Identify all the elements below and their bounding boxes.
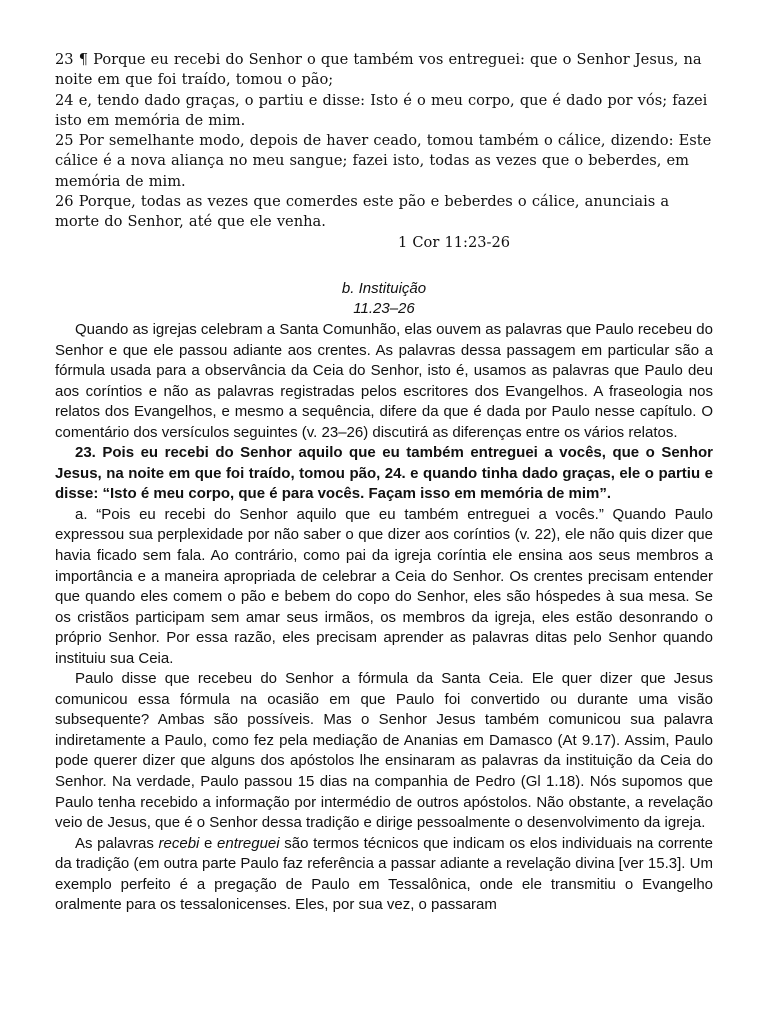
verse-23: 23 ¶ Porque eu recebi do Senhor o que também vos entreguei: que o Senhor Jesus, na noite em que foi traído, tomou o pão; xyxy=(55,51,702,89)
p5-rest: são termos técnicos que indicam os elos individuais na corrente da tradição (em outra parte Paulo faz referência a passar adiante a revelação divina [ver 15.3]. Um exemplo perfeito é a pregação de Paulo em Tessalônica, onde ele transmitiu o Evangelho oralmente para os tessalonicenses. Eles, por sua vez, o passaram xyxy=(55,834,713,914)
scripture-reference: 1 Cor 11:23-26 xyxy=(397,233,511,251)
p5-and: e xyxy=(199,834,218,852)
paragraph-technical-terms xyxy=(55,834,713,916)
term-entreguei: entreguei xyxy=(217,834,280,852)
scripture-quote xyxy=(55,50,713,253)
p5-start: As palavras xyxy=(75,834,159,852)
paragraph-intro: Quando as igrejas celebram a Santa Comunhão, elas ouvem as palavras que Paulo recebeu do Senhor e que ele passou adiante aos crentes. As palavras dessa passagem em particular são a fórmula usada para a observância da Ceia do Senhor, isto é, usamos as palavras que Paulo deu aos coríntios e não as palavras registradas pelos escritores dos Evangelhos. A fraseologia nos relatos dos Evangelhos, e mesmo a sequência, difere da que é dada por Paulo nesse capítulo. O comentário dos versículos seguintes (v. 23–26) discutirá as diferenças entre os vários relatos. xyxy=(55,320,713,441)
section-title: b. Instituição xyxy=(341,279,427,297)
paragraph-commentary-a: a. “Pois eu recebi do Senhor aquilo que eu também entreguei a vocês.” Quando Paulo expressou sua perplexidade por não saber o que dizer aos coríntios (v. 22), ele não quis dizer que havia ficado sem fala. Ao contrário, como pai da igreja coríntia ele ensina aos seus membros a importância e a maneira apropriada de celebrar a Ceia do Senhor. Os crentes precisam entender que quando eles comem o pão e bebem do copo do Senhor, eles são hóspedes à sua mesa. Se os cristãos participam sem amar seus irmãos, os membros da igreja, eles estão desonrando o próprio Senhor. Por essa razão, eles precisam aprender as palavras ditas pelo Senhor quando instituiu sua Ceia. xyxy=(55,505,713,667)
verse-25: 25 Por semelhante modo, depois de haver ceado, tomou também o cálice, dizendo: Este cálice é a nova aliança no meu sangue; fazei isto, todas as vezes que o beberdes, em memória de mim. xyxy=(55,132,712,190)
section-range: 11.23–26 xyxy=(353,300,415,318)
verse-24: 24 e, tendo dado graças, o partiu e disse: Isto é o meu corpo, que é dado por vós; fazei isto em memória de mim. xyxy=(55,91,708,129)
document-page xyxy=(55,50,713,916)
commentary-body xyxy=(55,320,713,916)
term-recebi: recebi xyxy=(158,834,200,852)
paragraph-formula: Paulo disse que recebeu do Senhor a fórmula da Santa Ceia. Ele quer dizer que Jesus comunicou essa fórmula na ocasião em que Paulo foi convertido ou durante uma visão subsequente? Ambas são possíveis. Mas o Senhor Jesus também comunicou sua palavra indiretamente a Paulo, como fez pela mediação de Ananias em Damasco (At 9.17). Assim, Paulo pode querer dizer que alguns dos apóstolos lhe ensinaram as palavras da instituição da Ceia do Senhor. Na verdade, Paulo passou 15 dias na companhia de Pedro (Gl 1.18). Nós supomos que Paulo tenha recebido a informação por intermédio de outros apóstolos. Não obstante, a revelação veio de Jesus, que é o Senhor dessa tradição e dirige pessoalmente o desenvolvimento da igreja. xyxy=(55,670,713,832)
verse-26: 26 Porque, todas as vezes que comerdes este pão e beberdes o cálice, anunciais a morte do Senhor, até que ele venha. xyxy=(55,193,670,231)
paragraph-verse-text: 23. Pois eu recebi do Senhor aquilo que eu também entreguei a vocês, que o Senhor Jesus, na noite em que foi traído, tomou pão, 24. e quando tinha dado graças, ele o partiu e disse: “Isto é meu corpo, que é para vocês. Façam isso em memória de mim”. xyxy=(55,444,713,503)
